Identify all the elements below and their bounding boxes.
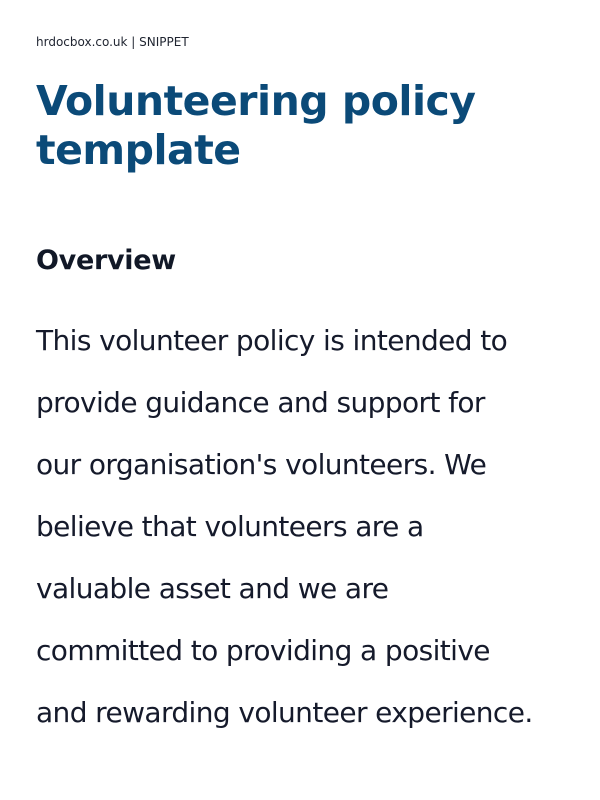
paragraph-line: This volunteer policy is intended to <box>36 324 508 357</box>
paragraph-line: believe that volunteers are a <box>36 510 424 543</box>
paragraph-line: our organisation's volunteers. We <box>36 448 487 481</box>
paragraph-line: committed to providing a positive <box>36 634 490 667</box>
page-title: Volunteering policy template <box>36 77 476 174</box>
overview-paragraph <box>36 310 596 744</box>
paragraph-line: valuable asset and we are <box>36 572 389 605</box>
paragraph-line: provide guidance and support for <box>36 386 485 419</box>
paragraph-line: and rewarding volunteer experience. <box>36 696 533 729</box>
section-heading-overview: Overview <box>36 245 176 276</box>
source-label: hrdocbox.co.uk | SNIPPET <box>36 35 189 49</box>
